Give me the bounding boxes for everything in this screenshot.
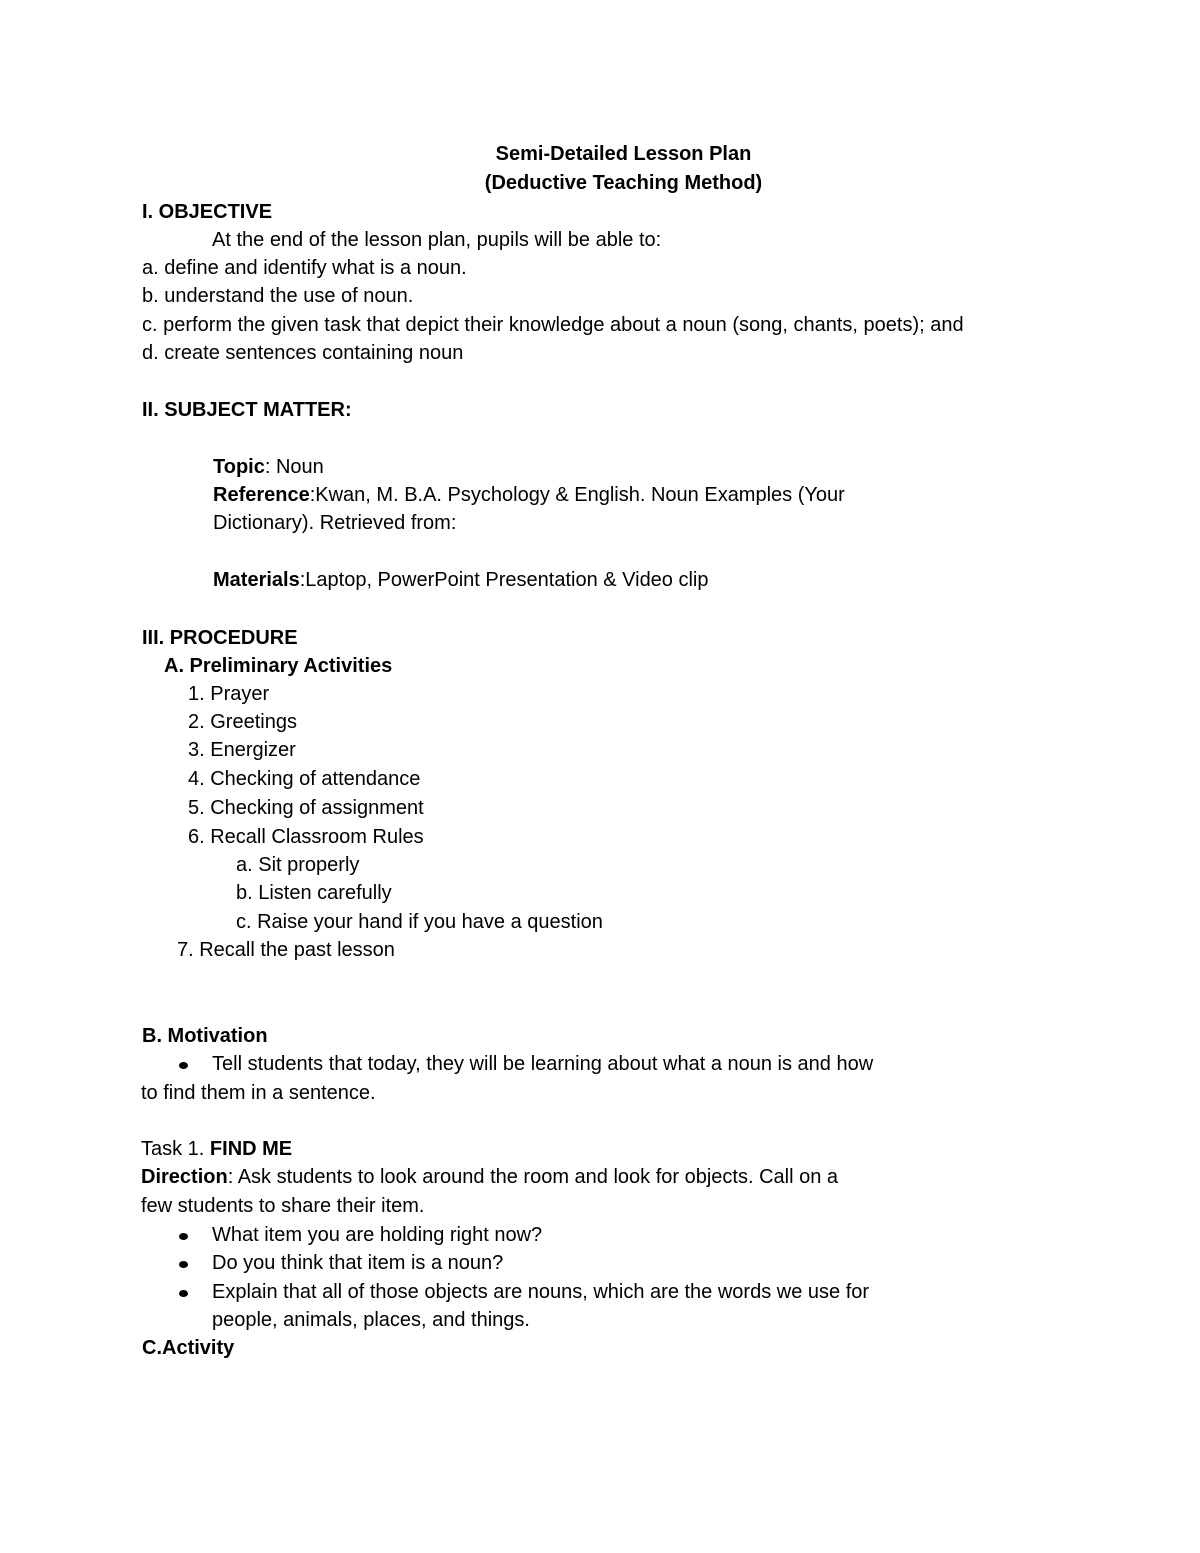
reference-line: [213, 482, 845, 508]
topic-label: Topic: [213, 456, 265, 478]
topic-line: [213, 454, 324, 480]
objective-item-d: d. create sentences containing noun: [142, 342, 464, 364]
reference-label: Reference: [213, 484, 310, 506]
subject-matter-heading: II. SUBJECT MATTER:: [142, 399, 352, 421]
reference-value-continued: Dictionary). Retrieved from:: [213, 512, 457, 534]
materials-label: Materials: [213, 569, 300, 591]
task1-bullet-3-continued: people, animals, places, and things.: [212, 1309, 530, 1331]
procedure-step-5: 5. Checking of assignment: [188, 797, 424, 819]
task1-bullet-3: Explain that all of those objects are nouns, which are the words we use for: [212, 1281, 870, 1303]
document-subtitle: (Deductive Teaching Method): [484, 172, 763, 194]
procedure-step-6: 6. Recall Classroom Rules: [188, 826, 424, 848]
materials-value: :Laptop, PowerPoint Presentation & Video clip: [299, 569, 709, 591]
document-title: Semi-Detailed Lesson Plan: [495, 143, 752, 165]
bullet-icon: [179, 1233, 188, 1240]
reference-value: :Kwan, M. B.A. Psychology & English. Noun Examples (Your: [309, 484, 845, 506]
procedure-step-7: 7. Recall the past lesson: [177, 939, 395, 961]
task1-bullet-1: What item you are holding right now?: [212, 1224, 543, 1246]
procedure-step-4: 4. Checking of attendance: [188, 768, 421, 790]
activity-heading: C.Activity: [142, 1337, 235, 1359]
direction-text-continued: few students to share their item.: [141, 1195, 425, 1217]
objective-item-b: b. understand the use of noun.: [142, 285, 414, 307]
task1-bullet-2: Do you think that item is a noun?: [212, 1252, 504, 1274]
procedure-step-1: 1. Prayer: [188, 683, 270, 705]
task1-direction-line: [141, 1164, 838, 1190]
preliminary-activities-heading: A. Preliminary Activities: [164, 655, 393, 677]
objective-item-c: c. perform the given task that depict their knowledge about a noun (song, chants, poets); and: [142, 314, 964, 336]
topic-value: : Noun: [264, 456, 324, 478]
procedure-step-2: 2. Greetings: [188, 711, 297, 733]
task1-title-line: [141, 1136, 292, 1162]
bullet-icon: [179, 1062, 188, 1069]
objective-heading: I. OBJECTIVE: [142, 201, 273, 223]
bullet-icon: [179, 1261, 188, 1268]
task1-title: FIND ME: [209, 1138, 293, 1160]
classroom-rule-b: b. Listen carefully: [236, 882, 392, 904]
motivation-bullet: Tell students that today, they will be learning about what a noun is and how: [212, 1053, 874, 1075]
task1-prefix: Task 1.: [141, 1138, 210, 1160]
procedure-step-3: 3. Energizer: [188, 739, 296, 761]
materials-line: [213, 567, 709, 593]
direction-text: : Ask students to look around the room and look for objects. Call on a: [227, 1166, 839, 1188]
motivation-bullet-continued: to find them in a sentence.: [141, 1082, 376, 1104]
direction-label: Direction: [141, 1166, 228, 1188]
objective-item-a: a. define and identify what is a noun.: [142, 257, 467, 279]
objective-intro: At the end of the lesson plan, pupils will be able to:: [212, 229, 662, 251]
bullet-icon: [179, 1290, 188, 1297]
classroom-rule-a: a. Sit properly: [236, 854, 360, 876]
motivation-heading: B. Motivation: [142, 1025, 268, 1047]
classroom-rule-c: c. Raise your hand if you have a question: [236, 911, 603, 933]
procedure-heading: III. PROCEDURE: [142, 627, 298, 649]
